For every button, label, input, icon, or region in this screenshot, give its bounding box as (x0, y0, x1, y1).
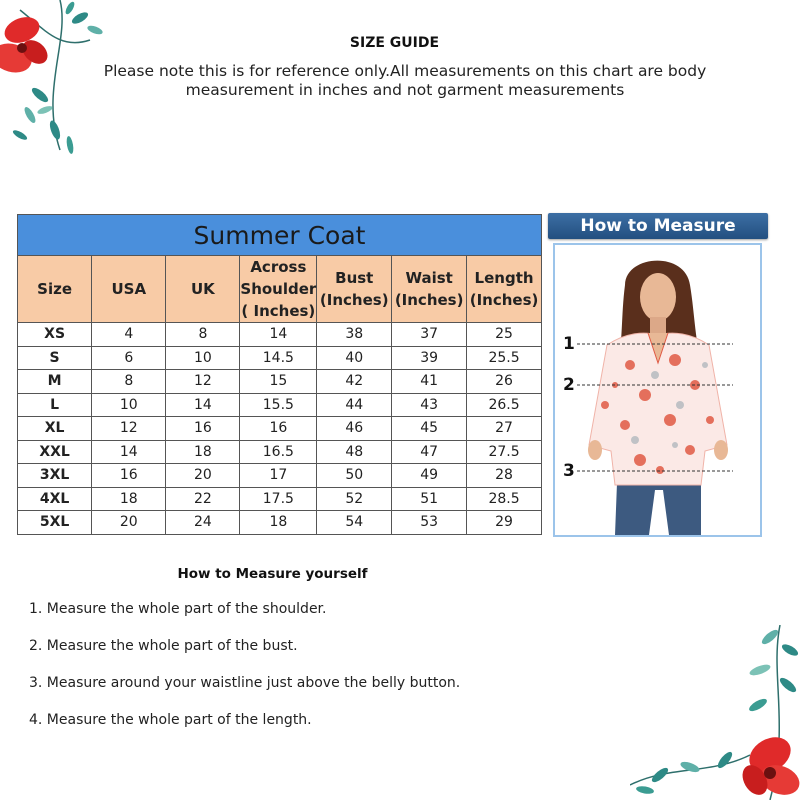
cell-size: XS (18, 323, 92, 347)
how-to-measure-banner: How to Measure (548, 213, 768, 239)
cell-bust: 40 (317, 346, 392, 370)
table-title: Summer Coat (18, 215, 542, 256)
measure-marker-1: 1 (563, 334, 575, 354)
note-line-2: measurement in inches and not garment measurements (185, 81, 625, 99)
measure-marker-2: 2 (563, 375, 575, 395)
cell-length: 29 (467, 511, 542, 535)
header-usa: USA (92, 256, 166, 323)
cell-bust: 46 (317, 417, 392, 441)
cell-shoulder: 16 (240, 417, 317, 441)
size-chart-table (17, 214, 542, 535)
cell-bust: 42 (317, 370, 392, 394)
note-line-1: Please note this is for reference only.All measurements on this chart are body (103, 62, 707, 80)
cell-shoulder: 17 (240, 464, 317, 488)
cell-size: XXL (18, 440, 92, 464)
size-guide-title: SIZE GUIDE (349, 35, 440, 51)
cell-shoulder: 17.5 (240, 487, 317, 511)
cell-uk: 12 (166, 370, 240, 394)
cell-shoulder: 16.5 (240, 440, 317, 464)
table-row (18, 511, 542, 535)
cell-waist: 41 (392, 370, 467, 394)
model-illustration (555, 245, 760, 535)
cell-bust: 54 (317, 511, 392, 535)
cell-length: 27.5 (467, 440, 542, 464)
cell-length: 26 (467, 370, 542, 394)
cell-usa: 10 (92, 393, 166, 417)
cell-usa: 4 (92, 323, 166, 347)
cell-waist: 43 (392, 393, 467, 417)
cell-length: 28 (467, 464, 542, 488)
cell-length: 25.5 (467, 346, 542, 370)
cell-length: 28.5 (467, 487, 542, 511)
cell-uk: 16 (166, 417, 240, 441)
cell-bust: 38 (317, 323, 392, 347)
list-item: 3. Measure around your waistline just above the belly button. (29, 675, 461, 691)
cell-size: 3XL (18, 464, 92, 488)
table-row (18, 323, 542, 347)
cell-usa: 6 (92, 346, 166, 370)
cell-bust: 52 (317, 487, 392, 511)
cell-uk: 20 (166, 464, 240, 488)
header-size: Size (18, 256, 92, 323)
table-row (18, 393, 542, 417)
cell-size: S (18, 346, 92, 370)
cell-uk: 24 (166, 511, 240, 535)
instructions-list (29, 598, 460, 746)
cell-shoulder: 18 (240, 511, 317, 535)
cell-uk: 10 (166, 346, 240, 370)
cell-size: 4XL (18, 487, 92, 511)
cell-size: 5XL (18, 511, 92, 535)
cell-uk: 22 (166, 487, 240, 511)
cell-uk: 14 (166, 393, 240, 417)
cell-usa: 16 (92, 464, 166, 488)
cell-size: M (18, 370, 92, 394)
list-item: 1. Measure the whole part of the shoulder. (29, 601, 327, 617)
cell-shoulder: 15.5 (240, 393, 317, 417)
cell-waist: 49 (392, 464, 467, 488)
header-uk: UK (166, 256, 240, 323)
table-row (18, 440, 542, 464)
floral-decoration-bottom-right (630, 625, 800, 800)
table-row (18, 464, 542, 488)
cell-shoulder: 14 (240, 323, 317, 347)
cell-shoulder: 14.5 (240, 346, 317, 370)
table-header-row (18, 256, 542, 323)
cell-usa: 20 (92, 511, 166, 535)
cell-waist: 47 (392, 440, 467, 464)
list-item: 2. Measure the whole part of the bust. (29, 638, 298, 654)
instructions-title: How to Measure yourself (177, 566, 368, 582)
cell-waist: 45 (392, 417, 467, 441)
cell-usa: 14 (92, 440, 166, 464)
cell-usa: 8 (92, 370, 166, 394)
cell-waist: 37 (392, 323, 467, 347)
size-guide-note (80, 62, 730, 100)
cell-size: L (18, 393, 92, 417)
cell-bust: 44 (317, 393, 392, 417)
list-item: 4. Measure the whole part of the length. (29, 712, 312, 728)
table-row (18, 417, 542, 441)
header-across-shoulder: Across Shoulder ( Inches) (240, 256, 317, 323)
table-row (18, 370, 542, 394)
cell-usa: 12 (92, 417, 166, 441)
header-waist: Waist (Inches) (392, 256, 467, 323)
header-bust: Bust (Inches) (317, 256, 392, 323)
model-photo-frame (553, 243, 762, 537)
cell-length: 25 (467, 323, 542, 347)
cell-waist: 53 (392, 511, 467, 535)
cell-uk: 18 (166, 440, 240, 464)
cell-length: 26.5 (467, 393, 542, 417)
cell-size: XL (18, 417, 92, 441)
cell-bust: 48 (317, 440, 392, 464)
cell-shoulder: 15 (240, 370, 317, 394)
table-row (18, 346, 542, 370)
cell-bust: 50 (317, 464, 392, 488)
header-length: Length (Inches) (467, 256, 542, 323)
cell-waist: 51 (392, 487, 467, 511)
measure-marker-3: 3 (563, 461, 575, 481)
cell-uk: 8 (166, 323, 240, 347)
table-row (18, 487, 542, 511)
cell-usa: 18 (92, 487, 166, 511)
cell-waist: 39 (392, 346, 467, 370)
cell-length: 27 (467, 417, 542, 441)
